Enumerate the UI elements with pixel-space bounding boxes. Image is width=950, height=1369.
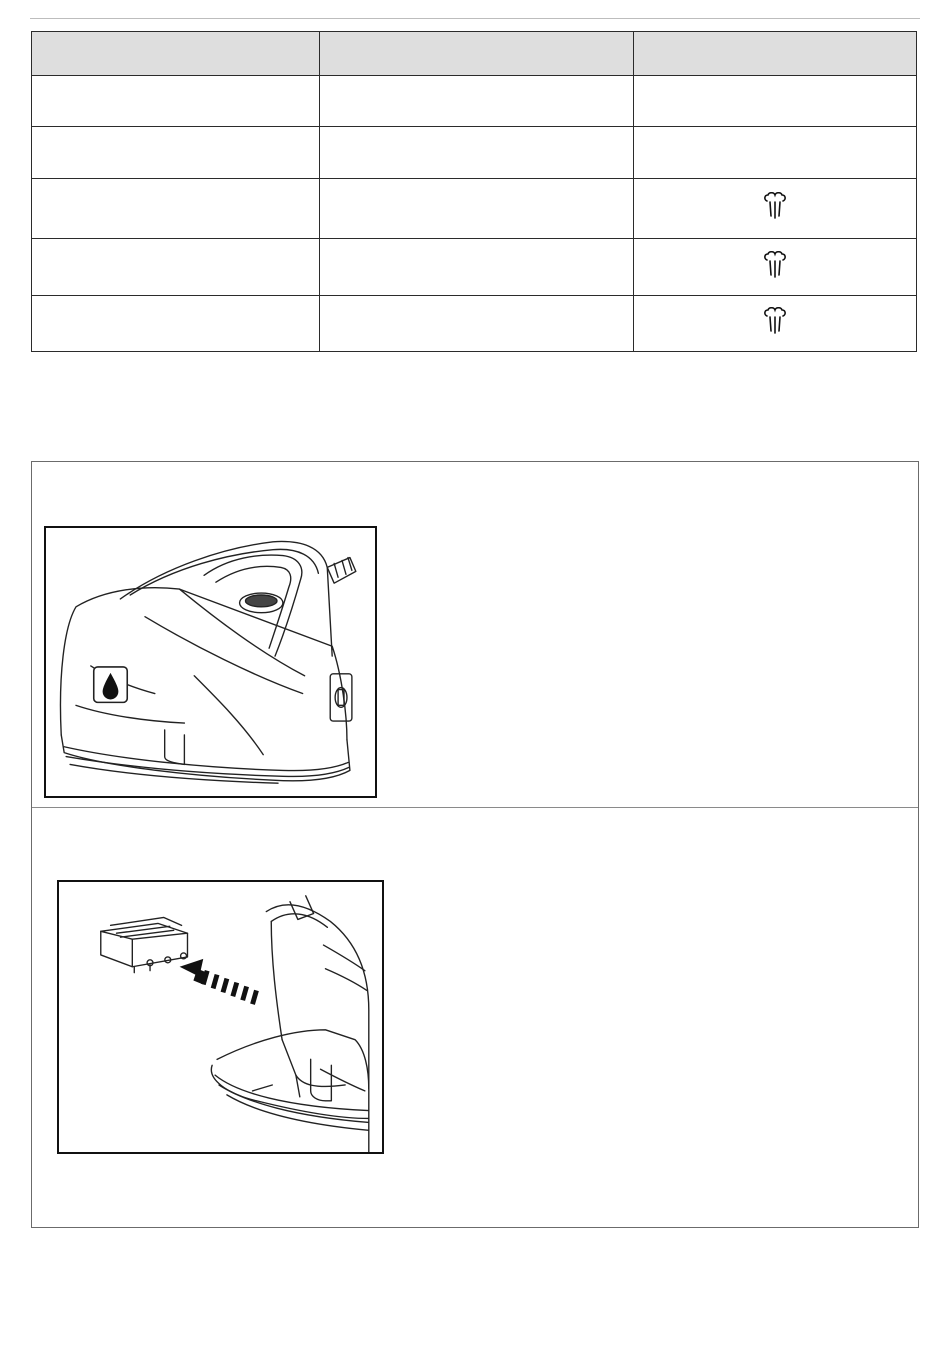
table-cell	[32, 127, 320, 179]
table-cell	[634, 239, 917, 296]
table-cell	[320, 127, 634, 179]
anti-calc-cartridge-illustration	[57, 880, 384, 1154]
table-row	[32, 239, 917, 296]
settings-table	[31, 31, 917, 352]
table-cell	[320, 179, 634, 239]
table-cell	[634, 179, 917, 239]
table-cell	[634, 296, 917, 352]
table-header-cell	[32, 32, 320, 76]
table-row	[32, 76, 917, 127]
top-rule	[30, 18, 920, 19]
table-cell	[32, 296, 320, 352]
table-cell	[32, 76, 320, 127]
table-row	[32, 296, 917, 352]
table-cell	[634, 76, 917, 127]
instruction-panel	[31, 461, 919, 1228]
table-row	[32, 179, 917, 239]
table-cell	[32, 179, 320, 239]
table-cell	[32, 239, 320, 296]
steam-generator-iron-illustration	[44, 526, 377, 798]
steam-icon	[762, 251, 788, 279]
table-row	[32, 127, 917, 179]
table-cell	[320, 76, 634, 127]
table-cell	[634, 127, 917, 179]
table-header-cell	[634, 32, 917, 76]
table-cell	[320, 239, 634, 296]
table-header-row	[32, 32, 917, 76]
steam-icon	[762, 307, 788, 335]
steam-icon	[762, 192, 788, 220]
table-header-cell	[320, 32, 634, 76]
section-divider	[32, 807, 918, 808]
table-cell	[320, 296, 634, 352]
